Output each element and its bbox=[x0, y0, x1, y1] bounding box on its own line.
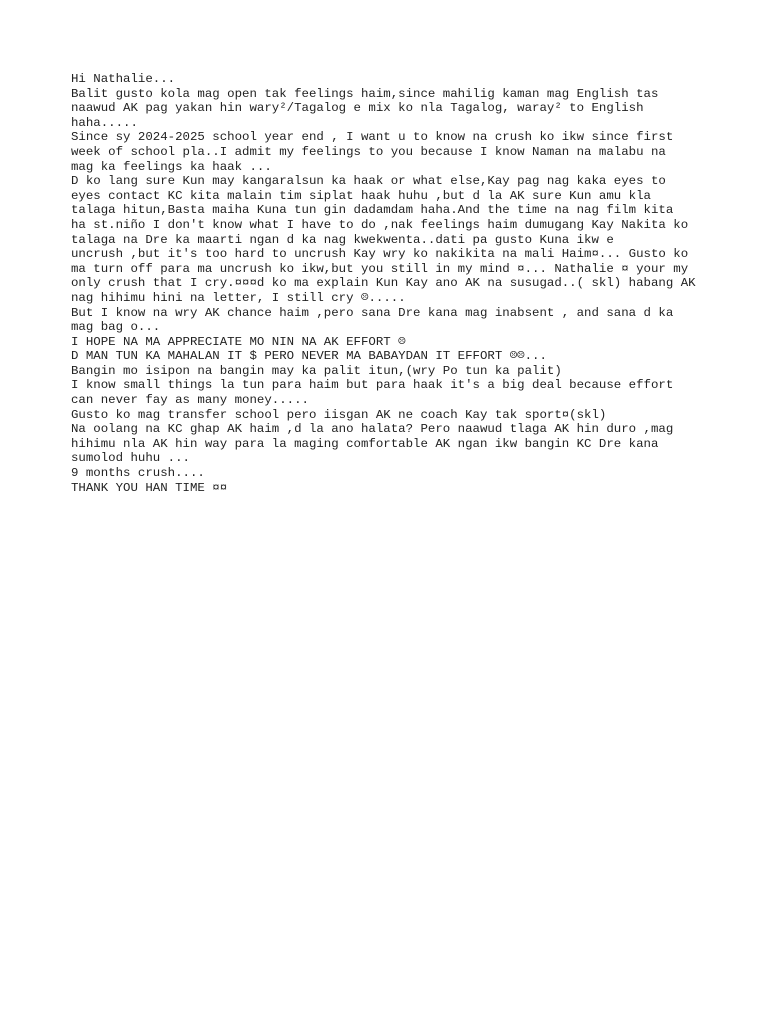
text-line: Balit gusto kola mag open tak feelings haim,since mahilig kaman mag English tas bbox=[71, 86, 659, 101]
text-line: I HOPE NA MA APPRECIATE MO NIN NA AK EFFORT ☹ bbox=[71, 334, 406, 349]
text-line: But I know na wry AK chance haim ,pero sana Dre kana mag inabsent , and sana d ka bbox=[71, 305, 674, 320]
text-line: hihimu nla AK hin way para la maging comfortable AK ngan ikw bangin KC Dre kana bbox=[71, 436, 659, 451]
text-line: talaga na Dre ka maarti ngan d ka nag kwekwenta..dati pa gusto Kuna ikw e bbox=[71, 232, 614, 247]
text-line: Since sy 2024-2025 school year end , I want u to know na crush ko ikw since first bbox=[71, 130, 674, 145]
text-line: I know small things la tun para haim but para haak it's a big deal because effort bbox=[71, 378, 674, 393]
text-line: talaga hitun,Basta maiha Kuna tun gin dadamdam haha.And the time na nag film kita bbox=[71, 203, 674, 218]
text-line: Hi Nathalie... bbox=[71, 72, 176, 86]
text-line: haha..... bbox=[71, 115, 138, 130]
text-line: ma turn off para ma uncrush ko ikw,but you still in my mind ¤... Nathalie ¤ your my bbox=[71, 261, 689, 276]
text-line: sumolod huhu ... bbox=[71, 451, 190, 466]
text-line: naawud AK pag yakan hin wary²/Tagalog e mix ko nla Tagalog, waray² to English bbox=[71, 101, 644, 116]
text-line: ha st.niño I don't know what I have to do ,nak feelings haim dumugang Kay Nakita ko bbox=[71, 217, 689, 232]
text-line: Gusto ko mag transfer school pero iisgan AK ne coach Kay tak sport¤(skl) bbox=[71, 407, 607, 422]
text-line: D MAN TUN KA MAHALAN IT $ PERO NEVER MA BABAYDAN IT EFFORT ☹☹... bbox=[71, 349, 547, 364]
text-line: week of school pla..I admit my feelings to you because I know Naman na malabu na bbox=[71, 144, 666, 159]
text-line: uncrush ,but it's too hard to uncrush Kay wry ko nakikita na mali Haim¤... Gusto ko bbox=[71, 247, 689, 262]
text-line: D ko lang sure Kun may kangaralsun ka haak or what else,Kay pag nag kaka eyes to bbox=[71, 174, 666, 189]
text-line: eyes contact KC kita malain tim siplat haak huhu ,but d la AK sure Kun amu kla bbox=[71, 188, 651, 203]
text-line: only crush that I cry.¤¤¤d ko ma explain Kun Kay ano AK na susugad..( skl) habang AK bbox=[71, 276, 696, 291]
text-line: mag bag o... bbox=[71, 320, 161, 335]
text-line: 9 months crush.... bbox=[71, 466, 205, 481]
text-line: Bangin mo isipon na bangin may ka palit itun,(wry Po tun ka palit) bbox=[71, 363, 562, 378]
text-line: THANK YOU HAN TIME ¤¤ bbox=[71, 480, 228, 495]
text-line: nag hihimu hini na letter, I still cry ☹..... bbox=[71, 290, 406, 305]
letter-text bbox=[71, 72, 721, 495]
text-line: Na oolang na KC ghap AK haim ,d la ano halata? Pero naawud tlaga AK hin duro ,mag bbox=[71, 422, 674, 437]
text-line: mag ka feelings ka haak ... bbox=[71, 159, 272, 174]
text-line: can never fay as many money..... bbox=[71, 393, 309, 408]
